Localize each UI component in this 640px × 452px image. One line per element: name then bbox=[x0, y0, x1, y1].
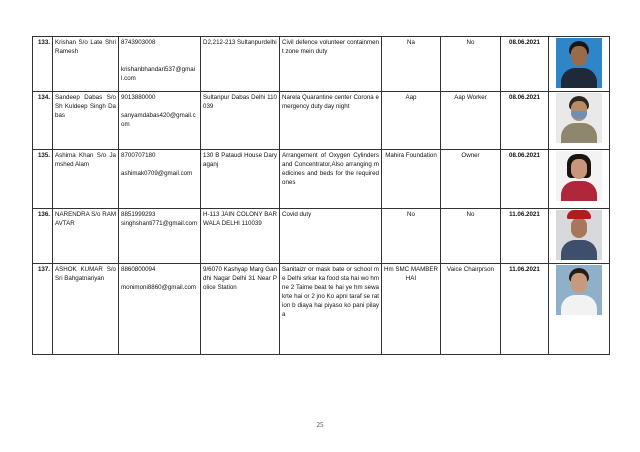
role-cell: Aap Worker bbox=[441, 92, 501, 150]
woman-portrait-photo bbox=[556, 151, 602, 201]
phone-number: 8860800094 bbox=[121, 266, 156, 273]
table-row bbox=[33, 264, 610, 355]
organisation-cell: No bbox=[382, 209, 441, 264]
role-cell: Owner bbox=[441, 150, 501, 209]
man-mask-uniform-photo bbox=[556, 93, 602, 143]
contact-cell bbox=[119, 264, 201, 355]
date-cell: 08.06.2021 bbox=[501, 150, 549, 209]
phone-number: 8700707180 bbox=[121, 152, 156, 159]
address-cell: Sultanpur Dabas Delhi 110039 bbox=[201, 92, 280, 150]
serial-number: 136. bbox=[33, 209, 53, 264]
name-cell: Krishan S/o Late Shri Ramesh bbox=[53, 37, 119, 92]
contact-cell bbox=[119, 37, 201, 92]
date-cell: 08.06.2021 bbox=[501, 37, 549, 92]
phone-number: 9013880000 bbox=[121, 94, 156, 101]
contact-cell bbox=[119, 209, 201, 264]
work-cell: Sanitaizr or mask bate or school me Delhi srkar ka food sta hai wo hmne 2 Taime beat te hai ye hm sewa krte hai or 2 jno Ko apni taraf se ration b diaya hai piyaso ko pani pilaya bbox=[280, 264, 382, 355]
email-address: monimoni8860@gmail.com bbox=[121, 284, 197, 291]
photo-cell bbox=[549, 150, 610, 209]
address-cell: D2,212-213 Sultanpurdelhi bbox=[201, 37, 280, 92]
name-cell: ASHOK KUMAR S/o Sri Bahgatnariyan bbox=[53, 264, 119, 355]
name-cell: Ashima Khan S/o Jamshed Alam bbox=[53, 150, 119, 209]
man-dark-tshirt-photo bbox=[556, 38, 602, 88]
page-number: 25 bbox=[316, 421, 324, 429]
work-cell: Covid duty bbox=[280, 209, 382, 264]
table-row bbox=[33, 92, 610, 150]
volunteer-table bbox=[32, 36, 610, 355]
name-cell: NARENDRA S/o RAM AVTAR bbox=[53, 209, 119, 264]
serial-number: 134. bbox=[33, 92, 53, 150]
email-address: sanyamdabas420@gmail.com bbox=[121, 112, 196, 128]
email-address: krishanbhandari537@gmail.com bbox=[121, 66, 196, 82]
organisation-cell: Mahira Foundation bbox=[382, 150, 441, 209]
date-cell: 08.06.2021 bbox=[501, 92, 549, 150]
phone-number: 8851999293 bbox=[121, 211, 156, 218]
email-address: singhshanti771@gmail.com bbox=[121, 220, 198, 227]
date-cell: 11.06.2021 bbox=[501, 264, 549, 355]
photo-cell bbox=[549, 92, 610, 150]
address-cell: 9/6070 Kashyap Marg Gandhi Nagar Delhi 31 Near Police Station bbox=[201, 264, 280, 355]
table-row bbox=[33, 37, 610, 92]
role-cell: Vaice Chairprson bbox=[441, 264, 501, 355]
photo-cell bbox=[549, 264, 610, 355]
photo-cell bbox=[549, 209, 610, 264]
organisation-cell: Aap bbox=[382, 92, 441, 150]
name-cell: Sandeep Dabas S/o Sh Kuldeep Singh Dabas bbox=[53, 92, 119, 150]
table-row bbox=[33, 150, 610, 209]
photo-cell bbox=[549, 37, 610, 92]
contact-cell bbox=[119, 92, 201, 150]
serial-number: 133. bbox=[33, 37, 53, 92]
email-address: ashimak0709@gmail.com bbox=[121, 170, 193, 177]
work-cell: Civil defence volunteer containment zone mein duty bbox=[280, 37, 382, 92]
organisation-cell: Na bbox=[382, 37, 441, 92]
serial-number: 137. bbox=[33, 264, 53, 355]
address-cell: H-113 JAIN COLONY BARWALA DELHI 110039 bbox=[201, 209, 280, 264]
role-cell: No bbox=[441, 37, 501, 92]
serial-number: 135. bbox=[33, 150, 53, 209]
man-uniform-cap-photo bbox=[556, 210, 602, 260]
role-cell: No bbox=[441, 209, 501, 264]
contact-cell bbox=[119, 150, 201, 209]
phone-number: 8743903008 bbox=[121, 39, 156, 46]
man-white-shirt-photo bbox=[556, 265, 602, 315]
work-cell: Narela Quarantine center Corona emergency duty day night bbox=[280, 92, 382, 150]
address-cell: 130 B Pataudi House Daryaganj bbox=[201, 150, 280, 209]
work-cell: Arrangement of Oxygen Cylinders and Concentrator,Also arranging medicines and beds for the required ones bbox=[280, 150, 382, 209]
date-cell: 11.06.2021 bbox=[501, 209, 549, 264]
table-row bbox=[33, 209, 610, 264]
organisation-cell: Hm SMC MAMBER HAI bbox=[382, 264, 441, 355]
